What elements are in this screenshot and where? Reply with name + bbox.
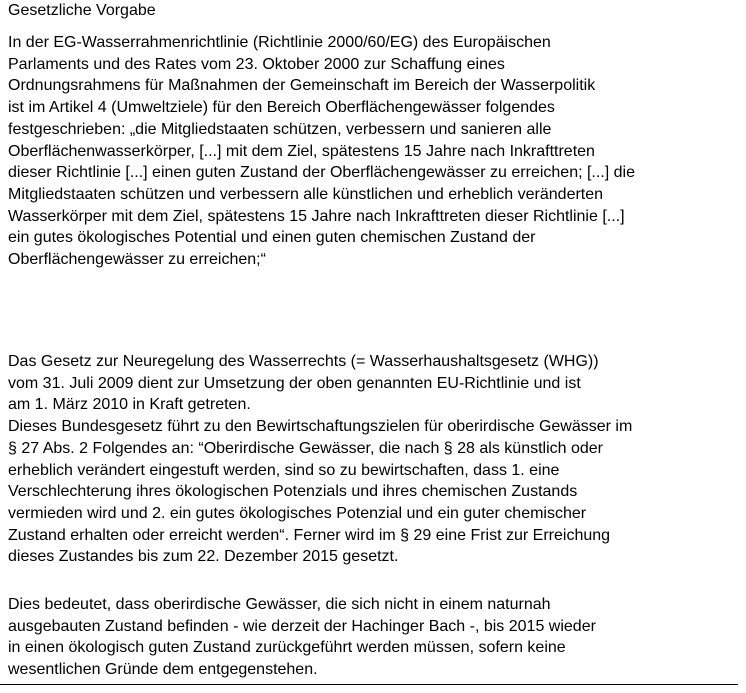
text-line: dieser Richtlinie [...] einen guten Zustand der Oberflächengewässer zu erreichen; [...] die <box>8 164 636 182</box>
text-line: vom 31. Juli 2009 dient zur Umsetzung der oben genannten EU-Richtlinie und ist <box>8 374 581 392</box>
text-line: § 27 Abs. 2 Folgendes an: “Oberirdische Gewässer, die nach § 28 als künstlich oder <box>8 439 604 457</box>
text-line: Oberflächenwasserkörper, [...] mit dem Ziel, spätestens 15 Jahre nach Inkrafttreten <box>8 142 595 160</box>
text-line: Zustand erhalten oder erreicht werden“. Ferner wird im § 29 eine Frist zur Erreichung <box>8 526 611 544</box>
text-line: wesentlichen Gründe dem entgegenstehen. <box>8 661 318 679</box>
paragraph-whg-law <box>8 351 632 568</box>
text-line: Parlaments und des Rates vom 23. Oktober 2000 zur Schaffung eines <box>8 55 505 73</box>
text-line: Dies bedeutet, dass oberirdische Gewässer, die sich nicht in einem naturnah <box>8 596 551 613</box>
text-line: Das Gesetz zur Neuregelung des Wasserrechts (= Wasserhaushaltsgesetz (WHG)) <box>8 353 599 370</box>
text-line: Dieses Bundesgesetz führt zu den Bewirtschaftungszielen für oberirdische Gewässer im <box>8 418 633 436</box>
text-line: am 1. März 2010 in Kraft getreten. <box>8 396 251 414</box>
text-line: erheblich verändert eingestuft werden, sind so zu bewirtschaften, dass 1. eine <box>8 461 560 479</box>
bottom-divider <box>0 684 738 685</box>
text-line: vermieden wird und 2. ein gutes ökologisches Potenzial und ein guter chemischer <box>8 504 587 522</box>
text-line: Verschlechterung ihres ökologischen Potenzials und ihres chemischen Zustands <box>8 483 578 501</box>
text-line: ausgebauten Zustand befinden - wie derzeit der Hachinger Bach -, bis 2015 wieder <box>8 617 596 635</box>
paragraph-conclusion <box>8 594 596 681</box>
text-line: Wasserkörper mit dem Ziel, spätestens 15 Jahre nach Inkrafttreten dieser Richtlinie [...] <box>8 207 625 225</box>
text-line: ist im Artikel 4 (Umweltziele) für den Bereich Oberflächengewässer folgendes <box>8 99 555 117</box>
text-line: In der EG-Wasserrahmenrichtlinie (Richtlinie 2000/60/EG) des Europäischen <box>8 34 551 51</box>
text-line: in einen ökologisch guten Zustand zurückgeführt werden müssen, sofern keine <box>8 639 566 657</box>
text-line: Mitgliedstaaten schützen und verbessern alle künstlichen und erheblich veränderten <box>8 185 604 203</box>
paragraph-eu-directive <box>8 32 635 271</box>
text-line: festgeschrieben: „die Mitgliedstaaten schützen, verbessern und sanieren alle <box>8 120 552 138</box>
text-line: dieses Zustandes bis zum 22. Dezember 2015 gesetzt. <box>8 548 399 566</box>
text-line: Ordnungsrahmens für Maßnahmen der Gemeinschaft im Bereich der Wasserpolitik <box>8 77 596 95</box>
section-heading: Gesetzliche Vorgabe <box>8 2 156 19</box>
text-line: ein gutes ökologisches Potential und einen guten chemischen Zustand der <box>8 229 536 247</box>
text-line: Oberflächengewässer zu erreichen;“ <box>8 251 266 269</box>
